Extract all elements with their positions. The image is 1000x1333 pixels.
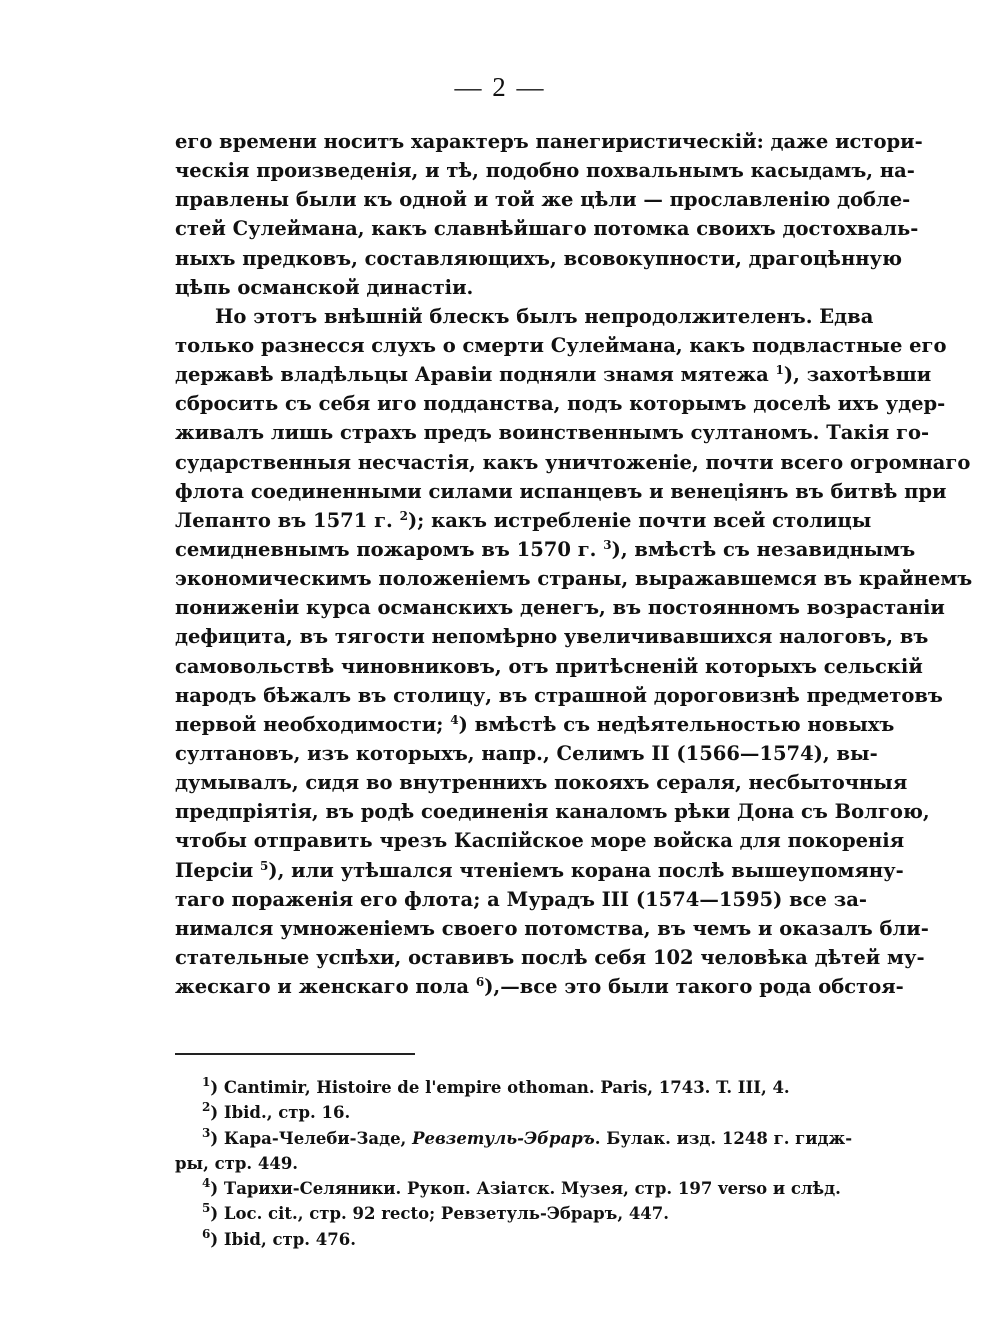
footnote-ref: 6 xyxy=(475,975,485,990)
footnote-ref: 5 xyxy=(260,858,269,873)
text-line: правлены были къ одной и той же цѣли — прославленію добле- xyxy=(175,188,911,212)
text-line: живалъ лишь страхъ предъ воинственнымъ султаномъ. Такія го- xyxy=(175,421,930,445)
footnote-ref: 1 xyxy=(775,363,784,378)
text-line: его времени носитъ характеръ панегиристическій: даже истори- xyxy=(175,130,923,153)
footnote-ref: 4 xyxy=(450,712,459,727)
text-line xyxy=(175,972,904,1001)
footnote-mark: 4 xyxy=(202,1176,211,1191)
text-fragment: первой необходимости; xyxy=(175,712,451,736)
footnote-ref: 3 xyxy=(603,537,612,552)
text-line: пониженіи курса османскихъ денегъ, въ постоянномъ возрастаніи xyxy=(175,596,945,620)
text-line: сударственныя несчастія, какъ уничтоженіе, почти всего огромнаго xyxy=(175,450,971,474)
text-line: флота соединенными силами испанцевъ и венеціянъ въ битвѣ при xyxy=(175,479,947,503)
footnote-text: ) Тарихи-Селяники. Рукоп. Азіатск. Музея, стр. 197 verso и слѣд. xyxy=(210,1179,841,1199)
text-line: таго пораженія его флота; а Мурадъ III (1574—1595) все за- xyxy=(175,887,867,911)
footnote xyxy=(175,1201,838,1226)
text-fragment: ), захотѣвши xyxy=(783,363,932,387)
text-line: экономическимъ положеніемъ страны, выражавшемся въ крайнемъ xyxy=(175,567,973,591)
text-fragment: ); какъ истребленіе почти всей столицы xyxy=(407,508,872,532)
text-line xyxy=(175,506,872,535)
text-line: самовольствѣ чиновниковъ, отъ притѣсненій которыхъ сельскій xyxy=(175,654,923,678)
text-line: стательные успѣхи, оставивъ послѣ себя 102 человѣка дѣтей му- xyxy=(175,945,925,969)
text-fragment: ), вмѣстѣ съ незавиднымъ xyxy=(611,537,916,561)
footnote-mark: 6 xyxy=(202,1226,211,1241)
footnote-divider xyxy=(175,1053,415,1055)
text-line: нимался умноженіемъ своего потомства, въ чемъ и оказалъ бли- xyxy=(175,916,929,940)
text-line xyxy=(175,710,895,739)
text-line xyxy=(175,856,904,885)
text-fragment: ),—все это были такого рода обстоя- xyxy=(484,975,904,999)
footnote-text: ) Кара-Челеби-Заде, xyxy=(210,1128,413,1148)
text-line xyxy=(175,360,932,389)
text-line: дефицита, въ тягости непомѣрно увеличивавшихся налоговъ, въ xyxy=(175,625,929,649)
footnote xyxy=(175,1176,841,1201)
text-fragment: ) вмѣстѣ съ недѣятельностью новыхъ xyxy=(458,712,895,736)
body-text xyxy=(175,127,973,1001)
footnote-text: . Булак. изд. 1248 г. гидж- xyxy=(594,1128,853,1148)
text-line: цѣпь османской династіи. xyxy=(175,275,474,299)
footnote-text: ) Loc. cit., стр. 92 recto; Ревзетуль-Эбраръ, 447. xyxy=(210,1204,670,1224)
text-line: предпріятія, въ родѣ соединенія каналомъ рѣки Дона съ Волгою, xyxy=(175,800,930,824)
text-line: ческія произведенія, и тѣ, подобно похвальнымъ касыдамъ, на- xyxy=(175,159,915,183)
text-fragment: державѣ владѣльцы Аравіи подняли знамя мятежа xyxy=(175,363,776,387)
text-line: народъ бѣжалъ въ столицу, въ страшной дороговизнѣ предметовъ xyxy=(175,683,943,707)
text-fragment: семидневнымъ пожаромъ въ 1570 г. xyxy=(175,537,604,561)
text-line: чтобы отправить чрезъ Каспійское море войска для покоренія xyxy=(175,829,905,853)
page-number: — 2 — xyxy=(454,72,546,102)
footnote-title: Ревзетуль-Эбраръ xyxy=(412,1128,595,1148)
footnote xyxy=(175,1125,853,1151)
text-line: сбросить съ себя иго подданства, подъ которымъ доселѣ ихъ удер- xyxy=(175,392,946,416)
footnote-text: ) Cantimir, Histoire de l'empire othoman. Paris, 1743. T. III, 4. xyxy=(210,1078,790,1097)
text-line: думывалъ, сидя во внутреннихъ покояхъ сераля, несбыточныя xyxy=(175,771,908,795)
text-line: стей Сулеймана, какъ славнѣйшаго потомка своихъ достохваль- xyxy=(175,217,919,241)
text-line: султановъ, изъ которыхъ, напр., Селимъ II (1566—1574), вы- xyxy=(175,741,878,765)
footnote-mark: 2 xyxy=(202,1100,211,1115)
footnote-mark: 5 xyxy=(202,1201,211,1216)
footnote-text: ) Ibid, стр. 476. xyxy=(210,1229,356,1249)
footnote-ref: 2 xyxy=(399,508,408,523)
footnote-text: ) Ibid., стр. 16. xyxy=(210,1103,351,1123)
footnote xyxy=(175,1100,838,1125)
footnote-mark: 3 xyxy=(202,1125,211,1140)
footnote xyxy=(175,1227,838,1252)
text-fragment: ), или утѣшался чтеніемъ корана послѣ вышеупомяну- xyxy=(268,858,904,882)
footnote-mark: 1 xyxy=(202,1075,211,1089)
footnote xyxy=(175,1075,838,1100)
text-fragment: Персіи xyxy=(175,858,260,882)
text-line xyxy=(175,535,916,564)
text-line: только разнесся слухъ о смерти Сулеймана, какъ подвластные его xyxy=(175,333,947,357)
footnote-continuation: ры, стр. 449. xyxy=(175,1153,299,1173)
text-line: Но этотъ внѣшній блескъ былъ непродолжителенъ. Едва xyxy=(215,304,874,328)
text-fragment: жескаго и женскаго пола xyxy=(175,975,476,999)
footnotes xyxy=(175,1075,853,1252)
text-line: ныхъ предковъ, составляющихъ, всовокупности, драгоцѣнную xyxy=(175,246,903,270)
text-fragment: Лепанто въ 1571 г. xyxy=(175,508,400,532)
